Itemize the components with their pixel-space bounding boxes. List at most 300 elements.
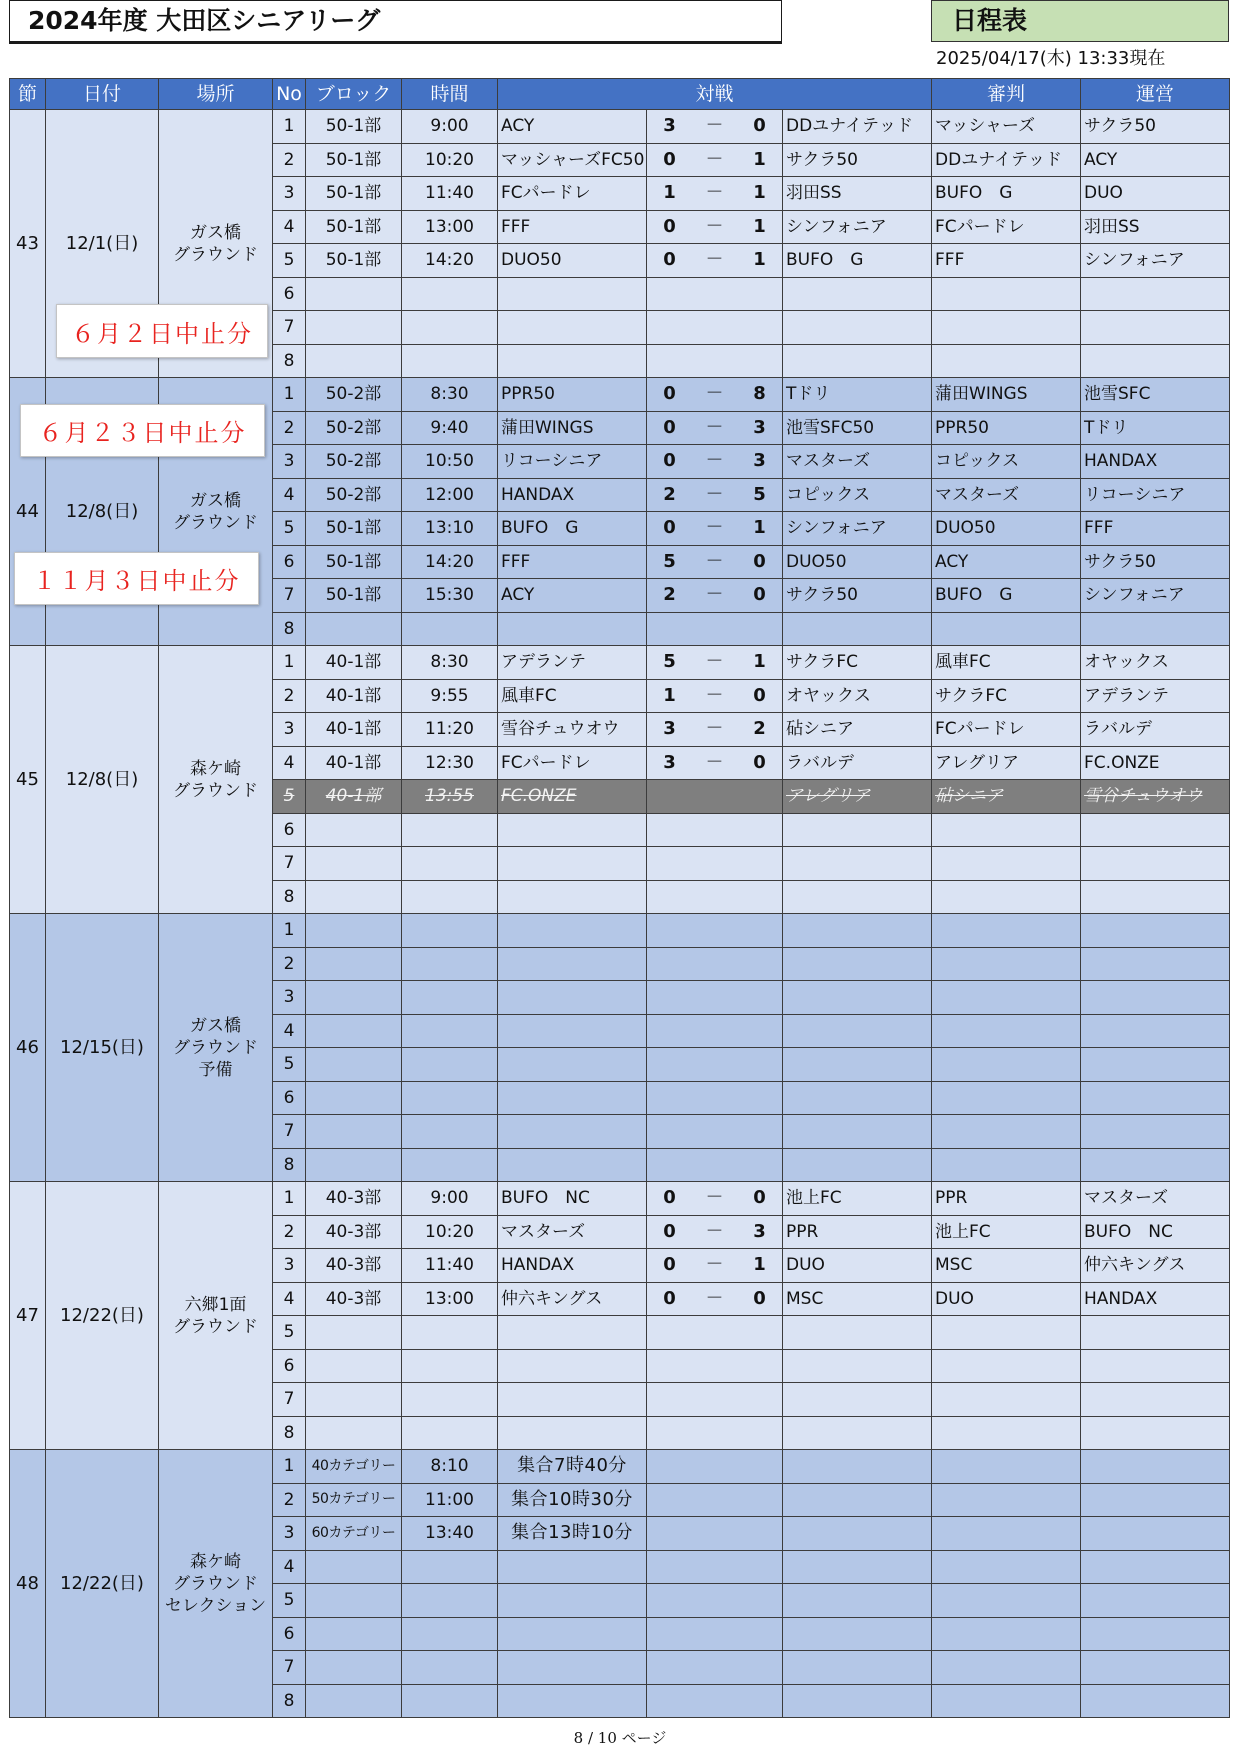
- match-no-cell: 4: [273, 478, 306, 512]
- away-team-cell: Tドリ: [783, 378, 932, 412]
- block-cell: [306, 1651, 402, 1685]
- home-score: 0: [663, 1187, 676, 1209]
- score-display: [647, 584, 782, 606]
- away-team-cell: シンフォニア: [783, 512, 932, 546]
- score-cell: [647, 478, 783, 512]
- referee-cell: [932, 1517, 1081, 1551]
- score-cell: [647, 143, 783, 177]
- away-score: 2: [753, 718, 766, 740]
- home-team-cell: 雪谷チュウオウ: [498, 713, 647, 747]
- management-cell: [1081, 1416, 1230, 1450]
- score-cell: [647, 1081, 783, 1115]
- score-cell: [647, 1483, 783, 1517]
- home-team-cell: リコーシニア: [498, 445, 647, 479]
- block-cell: [306, 1014, 402, 1048]
- home-team-cell: [498, 880, 647, 914]
- score-cell: [647, 1349, 783, 1383]
- away-team-cell: [783, 1450, 932, 1484]
- management-cell: [1081, 311, 1230, 345]
- score-cell: [647, 277, 783, 311]
- block-cell: [306, 277, 402, 311]
- management-cell: [1081, 914, 1230, 948]
- column-header-no: No: [273, 79, 306, 110]
- referee-cell: マスターズ: [932, 478, 1081, 512]
- management-cell: [1081, 612, 1230, 646]
- match-no-cell: 8: [273, 344, 306, 378]
- time-cell: 13:55: [402, 780, 498, 814]
- match-no-cell: 4: [273, 1550, 306, 1584]
- match-date-cell: 12/1(日): [46, 110, 159, 378]
- column-header-date: 日付: [46, 79, 159, 110]
- score-cell: [647, 1684, 783, 1718]
- round-number-cell: 45: [10, 646, 46, 914]
- header-row: [10, 79, 1230, 110]
- match-no-cell: 1: [273, 1182, 306, 1216]
- score-separator: －: [705, 249, 724, 271]
- away-team-cell: 羽田SS: [783, 177, 932, 211]
- time-cell: 13:00: [402, 210, 498, 244]
- match-date-cell: 12/8(日): [46, 646, 159, 914]
- match-no-cell: 5: [273, 1316, 306, 1350]
- match-no-cell: 4: [273, 210, 306, 244]
- referee-cell: ACY: [932, 545, 1081, 579]
- referee-cell: サクラFC: [932, 679, 1081, 713]
- home-score: 0: [663, 450, 676, 472]
- time-cell: 11:40: [402, 177, 498, 211]
- referee-cell: [932, 947, 1081, 981]
- referee-cell: [932, 1416, 1081, 1450]
- score-cell: [647, 344, 783, 378]
- score-separator: －: [705, 1187, 724, 1209]
- page-number: 8 / 10 ページ: [573, 1729, 667, 1747]
- away-team-cell: [783, 311, 932, 345]
- score-display: [647, 383, 782, 405]
- block-cell: 50-1部: [306, 512, 402, 546]
- referee-cell: BUFO G: [932, 579, 1081, 613]
- management-cell: [1081, 847, 1230, 881]
- away-score: 3: [753, 450, 766, 472]
- venue-cell: ガス橋 グラウンド: [159, 110, 273, 378]
- management-cell: [1081, 981, 1230, 1015]
- away-team-cell: DUO50: [783, 545, 932, 579]
- referee-cell: [932, 1081, 1081, 1115]
- time-cell: [402, 612, 498, 646]
- score-cell: [647, 378, 783, 412]
- referee-cell: [932, 1684, 1081, 1718]
- score-cell: [647, 445, 783, 479]
- block-cell: 40カテゴリー: [306, 1450, 402, 1484]
- referee-cell: PPR: [932, 1182, 1081, 1216]
- management-cell: [1081, 1584, 1230, 1618]
- block-cell: 50-1部: [306, 177, 402, 211]
- document-type-label: 日程表: [931, 0, 1229, 42]
- block-cell: [306, 1148, 402, 1182]
- referee-cell: FCパードレ: [932, 210, 1081, 244]
- home-team-cell: [498, 311, 647, 345]
- block-cell: [306, 1584, 402, 1618]
- away-team-cell: MSC: [783, 1282, 932, 1316]
- time-cell: 15:30: [402, 579, 498, 613]
- time-cell: 11:00: [402, 1483, 498, 1517]
- home-team-cell: BUFO G: [498, 512, 647, 546]
- match-row: [10, 110, 1230, 144]
- referee-cell: PPR50: [932, 411, 1081, 445]
- block-cell: [306, 311, 402, 345]
- away-team-cell: サクラFC: [783, 646, 932, 680]
- block-cell: 50-1部: [306, 143, 402, 177]
- block-cell: 50-1部: [306, 545, 402, 579]
- block-cell: [306, 880, 402, 914]
- away-team-cell: DUO: [783, 1249, 932, 1283]
- home-score: 0: [663, 383, 676, 405]
- home-score: 5: [663, 550, 676, 572]
- score-display: [647, 417, 782, 439]
- score-cell: [647, 244, 783, 278]
- score-cell: [647, 914, 783, 948]
- block-cell: 40-1部: [306, 780, 402, 814]
- referee-cell: [932, 612, 1081, 646]
- away-score: 0: [753, 1187, 766, 1209]
- away-team-cell: DDユナイテッド: [783, 110, 932, 144]
- home-team-cell: アデランテ: [498, 646, 647, 680]
- referee-cell: [932, 1349, 1081, 1383]
- away-score: 1: [753, 148, 766, 170]
- management-cell: [1081, 1115, 1230, 1149]
- block-cell: 50-1部: [306, 579, 402, 613]
- referee-cell: DUO50: [932, 512, 1081, 546]
- block-cell: 40-1部: [306, 646, 402, 680]
- home-team-cell: HANDAX: [498, 478, 647, 512]
- management-cell: 雪谷チュウオウ: [1081, 780, 1230, 814]
- management-cell: [1081, 1684, 1230, 1718]
- time-cell: 14:20: [402, 545, 498, 579]
- management-cell: 仲六キングス: [1081, 1249, 1230, 1283]
- referee-cell: [932, 1584, 1081, 1618]
- score-cell: [647, 746, 783, 780]
- score-separator: －: [705, 148, 724, 170]
- away-team-cell: [783, 847, 932, 881]
- column-header-match: 対戦: [498, 79, 932, 110]
- cancelled-date-note: ６月２日中止分: [56, 304, 268, 358]
- away-score: 1: [753, 651, 766, 673]
- away-team-cell: [783, 1550, 932, 1584]
- home-team-cell: [498, 612, 647, 646]
- score-separator: －: [705, 751, 724, 773]
- away-team-cell: ラバルデ: [783, 746, 932, 780]
- home-team-cell: FCパードレ: [498, 746, 647, 780]
- management-cell: [1081, 1048, 1230, 1082]
- time-cell: [402, 1349, 498, 1383]
- time-cell: 14:20: [402, 244, 498, 278]
- management-cell: [1081, 813, 1230, 847]
- home-score: 2: [663, 483, 676, 505]
- home-team-cell: [498, 1081, 647, 1115]
- score-cell: [647, 545, 783, 579]
- time-cell: [402, 1617, 498, 1651]
- match-date-cell: 12/22(日): [46, 1182, 159, 1450]
- score-cell: [647, 1048, 783, 1082]
- referee-cell: [932, 1617, 1081, 1651]
- score-display: [647, 182, 782, 204]
- referee-cell: [932, 1014, 1081, 1048]
- management-cell: ACY: [1081, 143, 1230, 177]
- management-cell: BUFO NC: [1081, 1215, 1230, 1249]
- score-cell: [647, 1450, 783, 1484]
- management-cell: FFF: [1081, 512, 1230, 546]
- home-score: 5: [663, 651, 676, 673]
- score-separator: －: [705, 483, 724, 505]
- match-no-cell: 7: [273, 847, 306, 881]
- away-team-cell: [783, 1081, 932, 1115]
- time-cell: 11:40: [402, 1249, 498, 1283]
- away-team-cell: [783, 1014, 932, 1048]
- block-cell: [306, 914, 402, 948]
- score-cell: [647, 1282, 783, 1316]
- venue-cell: ガス橋 グラウンド 予備: [159, 914, 273, 1182]
- block-cell: [306, 813, 402, 847]
- block-cell: 40-3部: [306, 1249, 402, 1283]
- score-cell: [647, 713, 783, 747]
- management-cell: [1081, 1081, 1230, 1115]
- round-number-cell: 44: [10, 378, 46, 646]
- referee-cell: BUFO G: [932, 177, 1081, 211]
- home-team-cell: [498, 1651, 647, 1685]
- block-cell: 40-3部: [306, 1182, 402, 1216]
- away-team-cell: [783, 1584, 932, 1618]
- match-no-cell: 3: [273, 445, 306, 479]
- time-cell: [402, 344, 498, 378]
- match-no-cell: 2: [273, 1215, 306, 1249]
- home-team-cell: ACY: [498, 579, 647, 613]
- referee-cell: FFF: [932, 244, 1081, 278]
- management-cell: [1081, 277, 1230, 311]
- referee-cell: [932, 813, 1081, 847]
- time-cell: [402, 947, 498, 981]
- match-no-cell: 3: [273, 1517, 306, 1551]
- home-team-cell: [498, 1550, 647, 1584]
- score-cell: [647, 780, 783, 814]
- column-header-referee: 審判: [932, 79, 1081, 110]
- home-team-cell: FC.ONZE: [498, 780, 647, 814]
- time-cell: [402, 1584, 498, 1618]
- management-cell: [1081, 1316, 1230, 1350]
- home-score: 1: [663, 684, 676, 706]
- round-number-cell: 48: [10, 1450, 46, 1718]
- home-team-cell: ACY: [498, 110, 647, 144]
- home-team-cell: 蒲田WINGS: [498, 411, 647, 445]
- match-no-cell: 5: [273, 1584, 306, 1618]
- home-team-cell: [498, 947, 647, 981]
- away-score: 0: [753, 584, 766, 606]
- referee-cell: [932, 880, 1081, 914]
- management-cell: [1081, 1517, 1230, 1551]
- referee-cell: 蒲田WINGS: [932, 378, 1081, 412]
- away-team-cell: [783, 1316, 932, 1350]
- time-cell: 8:30: [402, 378, 498, 412]
- score-cell: [647, 1215, 783, 1249]
- time-cell: [402, 847, 498, 881]
- time-cell: [402, 914, 498, 948]
- away-team-cell: [783, 880, 932, 914]
- referee-cell: [932, 1450, 1081, 1484]
- block-cell: [306, 847, 402, 881]
- score-cell: [647, 981, 783, 1015]
- score-display: [647, 685, 782, 707]
- score-display: [647, 484, 782, 506]
- time-cell: 8:10: [402, 1450, 498, 1484]
- referee-cell: マッシャーズ: [932, 110, 1081, 144]
- away-score: 0: [753, 684, 766, 706]
- home-score: 1: [663, 182, 676, 204]
- match-no-cell: 8: [273, 880, 306, 914]
- assembly-time-cell: 集合7時40分: [498, 1450, 647, 1484]
- time-cell: [402, 1014, 498, 1048]
- home-team-cell: [498, 981, 647, 1015]
- management-cell: 羽田SS: [1081, 210, 1230, 244]
- score-cell: [647, 1617, 783, 1651]
- block-cell: [306, 1383, 402, 1417]
- score-separator: －: [705, 684, 724, 706]
- away-team-cell: [783, 612, 932, 646]
- match-no-cell: 7: [273, 1115, 306, 1149]
- score-separator: －: [705, 718, 724, 740]
- time-cell: 8:30: [402, 646, 498, 680]
- referee-cell: [932, 1148, 1081, 1182]
- away-score: 1: [753, 182, 766, 204]
- away-team-cell: シンフォニア: [783, 210, 932, 244]
- home-team-cell: [498, 1349, 647, 1383]
- score-separator: －: [705, 1220, 724, 1242]
- home-team-cell: FFF: [498, 210, 647, 244]
- venue-cell: 六郷1面 グラウンド: [159, 1182, 273, 1450]
- block-cell: [306, 1048, 402, 1082]
- management-cell: [1081, 1617, 1230, 1651]
- time-cell: [402, 1081, 498, 1115]
- match-no-cell: 6: [273, 813, 306, 847]
- column-header-time: 時間: [402, 79, 498, 110]
- referee-cell: [932, 1651, 1081, 1685]
- home-team-cell: 風車FC: [498, 679, 647, 713]
- referee-cell: [932, 1115, 1081, 1149]
- referee-cell: 池上FC: [932, 1215, 1081, 1249]
- home-team-cell: [498, 1148, 647, 1182]
- block-cell: 40-3部: [306, 1215, 402, 1249]
- home-team-cell: PPR50: [498, 378, 647, 412]
- block-cell: [306, 1684, 402, 1718]
- score-cell: [647, 1383, 783, 1417]
- score-display: [647, 216, 782, 238]
- block-cell: [306, 981, 402, 1015]
- score-cell: [647, 1182, 783, 1216]
- time-cell: [402, 1416, 498, 1450]
- home-team-cell: [498, 344, 647, 378]
- home-team-cell: [498, 277, 647, 311]
- management-cell: Tドリ: [1081, 411, 1230, 445]
- score-separator: －: [705, 383, 724, 405]
- referee-cell: [932, 914, 1081, 948]
- management-cell: オヤックス: [1081, 646, 1230, 680]
- away-team-cell: [783, 1416, 932, 1450]
- score-separator: －: [705, 651, 724, 673]
- management-cell: [1081, 1550, 1230, 1584]
- management-cell: [1081, 344, 1230, 378]
- score-cell: [647, 512, 783, 546]
- management-cell: 池雪SFC: [1081, 378, 1230, 412]
- home-team-cell: [498, 1115, 647, 1149]
- score-display: [647, 149, 782, 171]
- score-cell: [647, 210, 783, 244]
- away-team-cell: コピックス: [783, 478, 932, 512]
- management-cell: HANDAX: [1081, 1282, 1230, 1316]
- block-cell: 40-1部: [306, 746, 402, 780]
- home-score: 0: [663, 1220, 676, 1242]
- score-cell: [647, 679, 783, 713]
- time-cell: [402, 277, 498, 311]
- referee-cell: コピックス: [932, 445, 1081, 479]
- round-number-cell: 43: [10, 110, 46, 378]
- management-cell: [1081, 1651, 1230, 1685]
- match-no-cell: 1: [273, 110, 306, 144]
- score-cell: [647, 411, 783, 445]
- match-no-cell: 2: [273, 947, 306, 981]
- match-no-cell: 8: [273, 612, 306, 646]
- away-team-cell: [783, 914, 932, 948]
- block-cell: 50-1部: [306, 244, 402, 278]
- time-cell: 9:00: [402, 110, 498, 144]
- score-display: [647, 1254, 782, 1276]
- score-cell: [647, 1584, 783, 1618]
- match-no-cell: 1: [273, 914, 306, 948]
- block-cell: [306, 1349, 402, 1383]
- match-no-cell: 4: [273, 1014, 306, 1048]
- score-display: [647, 752, 782, 774]
- away-team-cell: [783, 1115, 932, 1149]
- home-team-cell: DUO50: [498, 244, 647, 278]
- match-no-cell: 5: [273, 1048, 306, 1082]
- away-score: 3: [753, 416, 766, 438]
- away-team-cell: [783, 1148, 932, 1182]
- management-cell: サクラ50: [1081, 545, 1230, 579]
- match-row: [10, 1182, 1230, 1216]
- match-no-cell: 2: [273, 143, 306, 177]
- home-score: 0: [663, 1254, 676, 1276]
- away-score: 0: [753, 751, 766, 773]
- score-cell: [647, 947, 783, 981]
- match-row: [10, 914, 1230, 948]
- management-cell: [1081, 947, 1230, 981]
- away-score: 1: [753, 215, 766, 237]
- match-no-cell: 7: [273, 311, 306, 345]
- home-team-cell: [498, 847, 647, 881]
- referee-cell: [932, 1550, 1081, 1584]
- time-cell: 10:20: [402, 1215, 498, 1249]
- block-cell: 60カテゴリー: [306, 1517, 402, 1551]
- block-cell: 50カテゴリー: [306, 1483, 402, 1517]
- home-team-cell: [498, 1383, 647, 1417]
- venue-cell: 森ケ崎 グラウンド セレクション: [159, 1450, 273, 1718]
- block-cell: [306, 1081, 402, 1115]
- home-team-cell: [498, 1416, 647, 1450]
- score-cell: [647, 1148, 783, 1182]
- away-team-cell: [783, 1483, 932, 1517]
- time-cell: [402, 1148, 498, 1182]
- away-score: 0: [753, 550, 766, 572]
- management-cell: アデランテ: [1081, 679, 1230, 713]
- score-separator: －: [705, 1287, 724, 1309]
- match-date-cell: 12/15(日): [46, 914, 159, 1182]
- cancelled-date-note: ６月２３日中止分: [20, 404, 265, 457]
- management-cell: サクラ50: [1081, 110, 1230, 144]
